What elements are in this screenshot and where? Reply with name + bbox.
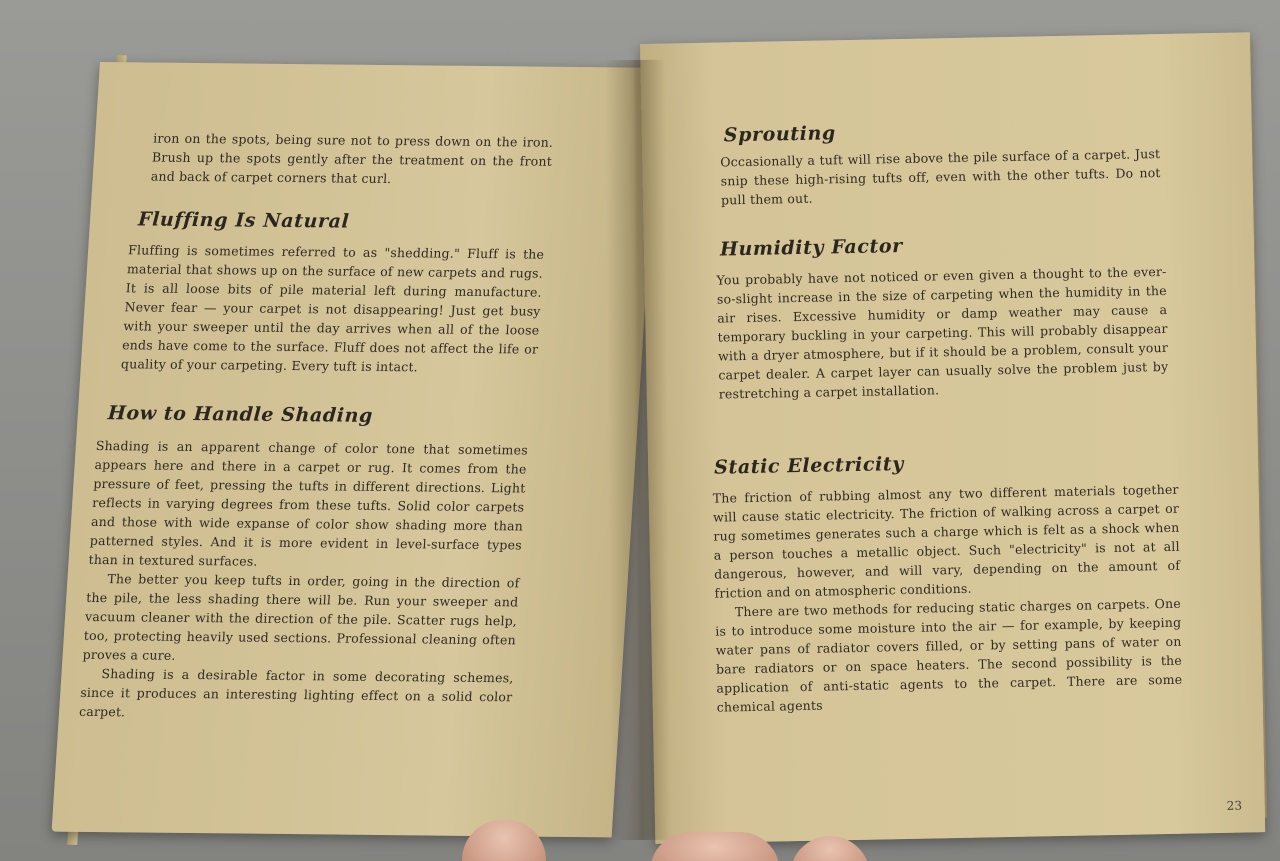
heading-fluffing: Fluffing Is Natural	[137, 208, 351, 233]
section-humidity-body	[716, 262, 1168, 404]
paragraph: The friction of rubbing almost any two different materials together will cause static electricity. The friction of walking across a carpet or rug sometimes generates such a charge which is felt as a shock when a person touches a metallic object. Such "electricity" is not at all dangerous, however, and will vary, depending on the amount of friction and on atmospheric conditions.	[712, 481, 1181, 601]
left-page	[52, 62, 660, 837]
section-fluffing-body	[120, 240, 544, 377]
continuation-paragraph: iron on the spots, being sure not to press down on the iron. Brush up the spots gently after the treatment on the front and back of carpet corners that curl.	[150, 130, 554, 187]
section-static-body	[713, 480, 1183, 717]
paragraph: Shading is an apparent change of color tone that sometimes appears here and there in a carpet or rug. It comes from the pressure of feet, pressing the tufts in different directions. Light reflects in varying degrees from these tufts. Solid color carpets and those with wide expanse of color show shading more than patterned styles. And it is more evident in level-surface types than in textured surfaces.	[88, 437, 529, 569]
heading-static: Static Electricity	[713, 453, 905, 479]
paragraph: There are two methods for reducing static charges on carpets. One is to introduce some moisture into the air — for example, by keeping water pans of radiator covers filled, or by setting pans of water on bare radiators or on space heaters. The second possibility is the application of anti-static agents to the carpet. There are some chemical agents	[715, 595, 1183, 715]
section-shading-body	[79, 436, 529, 725]
page-number-right: 23	[1226, 798, 1243, 813]
paragraph: Fluffing is sometimes referred to as "shedding." Fluff is the material that shows up on the surface of new carpets and rugs. It is all loose bits of pile material left during manufacture. Never fear — your carpet is not disappearing! Just get busy with your sweeper until the day arrives when all of the loose ends have come to the surface. Fluff does not affect the life or quality of your carpeting. Every tuft is intact.	[120, 242, 545, 375]
paragraph: You probably have not noticed or even given a thought to the ever-so-slight increase in the size of carpeting when the humidity in the air rises. Excessive humidity or damp weather may cause a temporary buckling in your carpeting. This will probably disappear with a dryer atmosphere, but if it should be a problem, consult your carpet dealer. A carpet layer can usually solve the problem just by restretching a carpet installation.	[716, 263, 1169, 402]
continuation-text	[150, 129, 554, 190]
heading-humidity: Humidity Factor	[719, 234, 903, 261]
right-page	[640, 32, 1265, 844]
heading-shading: How to Handle Shading	[107, 402, 374, 427]
heading-sprouting: Sprouting	[723, 122, 836, 147]
paragraph: Occasionally a tuft will rise above the pile surface of a carpet. Just snip these high-rising tufts off, even with the other tufts. Do not pull them out.	[720, 146, 1161, 208]
paragraph: The better you keep tufts in order, going in the direction of the pile, the less shading there will be. Run your sweeper and vacuum cleaner with the direction of the pile. Scatter rugs help, too, protecting heavily used sections. Professional cleaning often proves a cure.	[82, 571, 520, 663]
paragraph: Shading is a desirable factor in some decorating schemes, since it produces an interesting lighting effect on a solid color carpet.	[78, 666, 514, 720]
section-sprouting-body	[720, 144, 1161, 209]
